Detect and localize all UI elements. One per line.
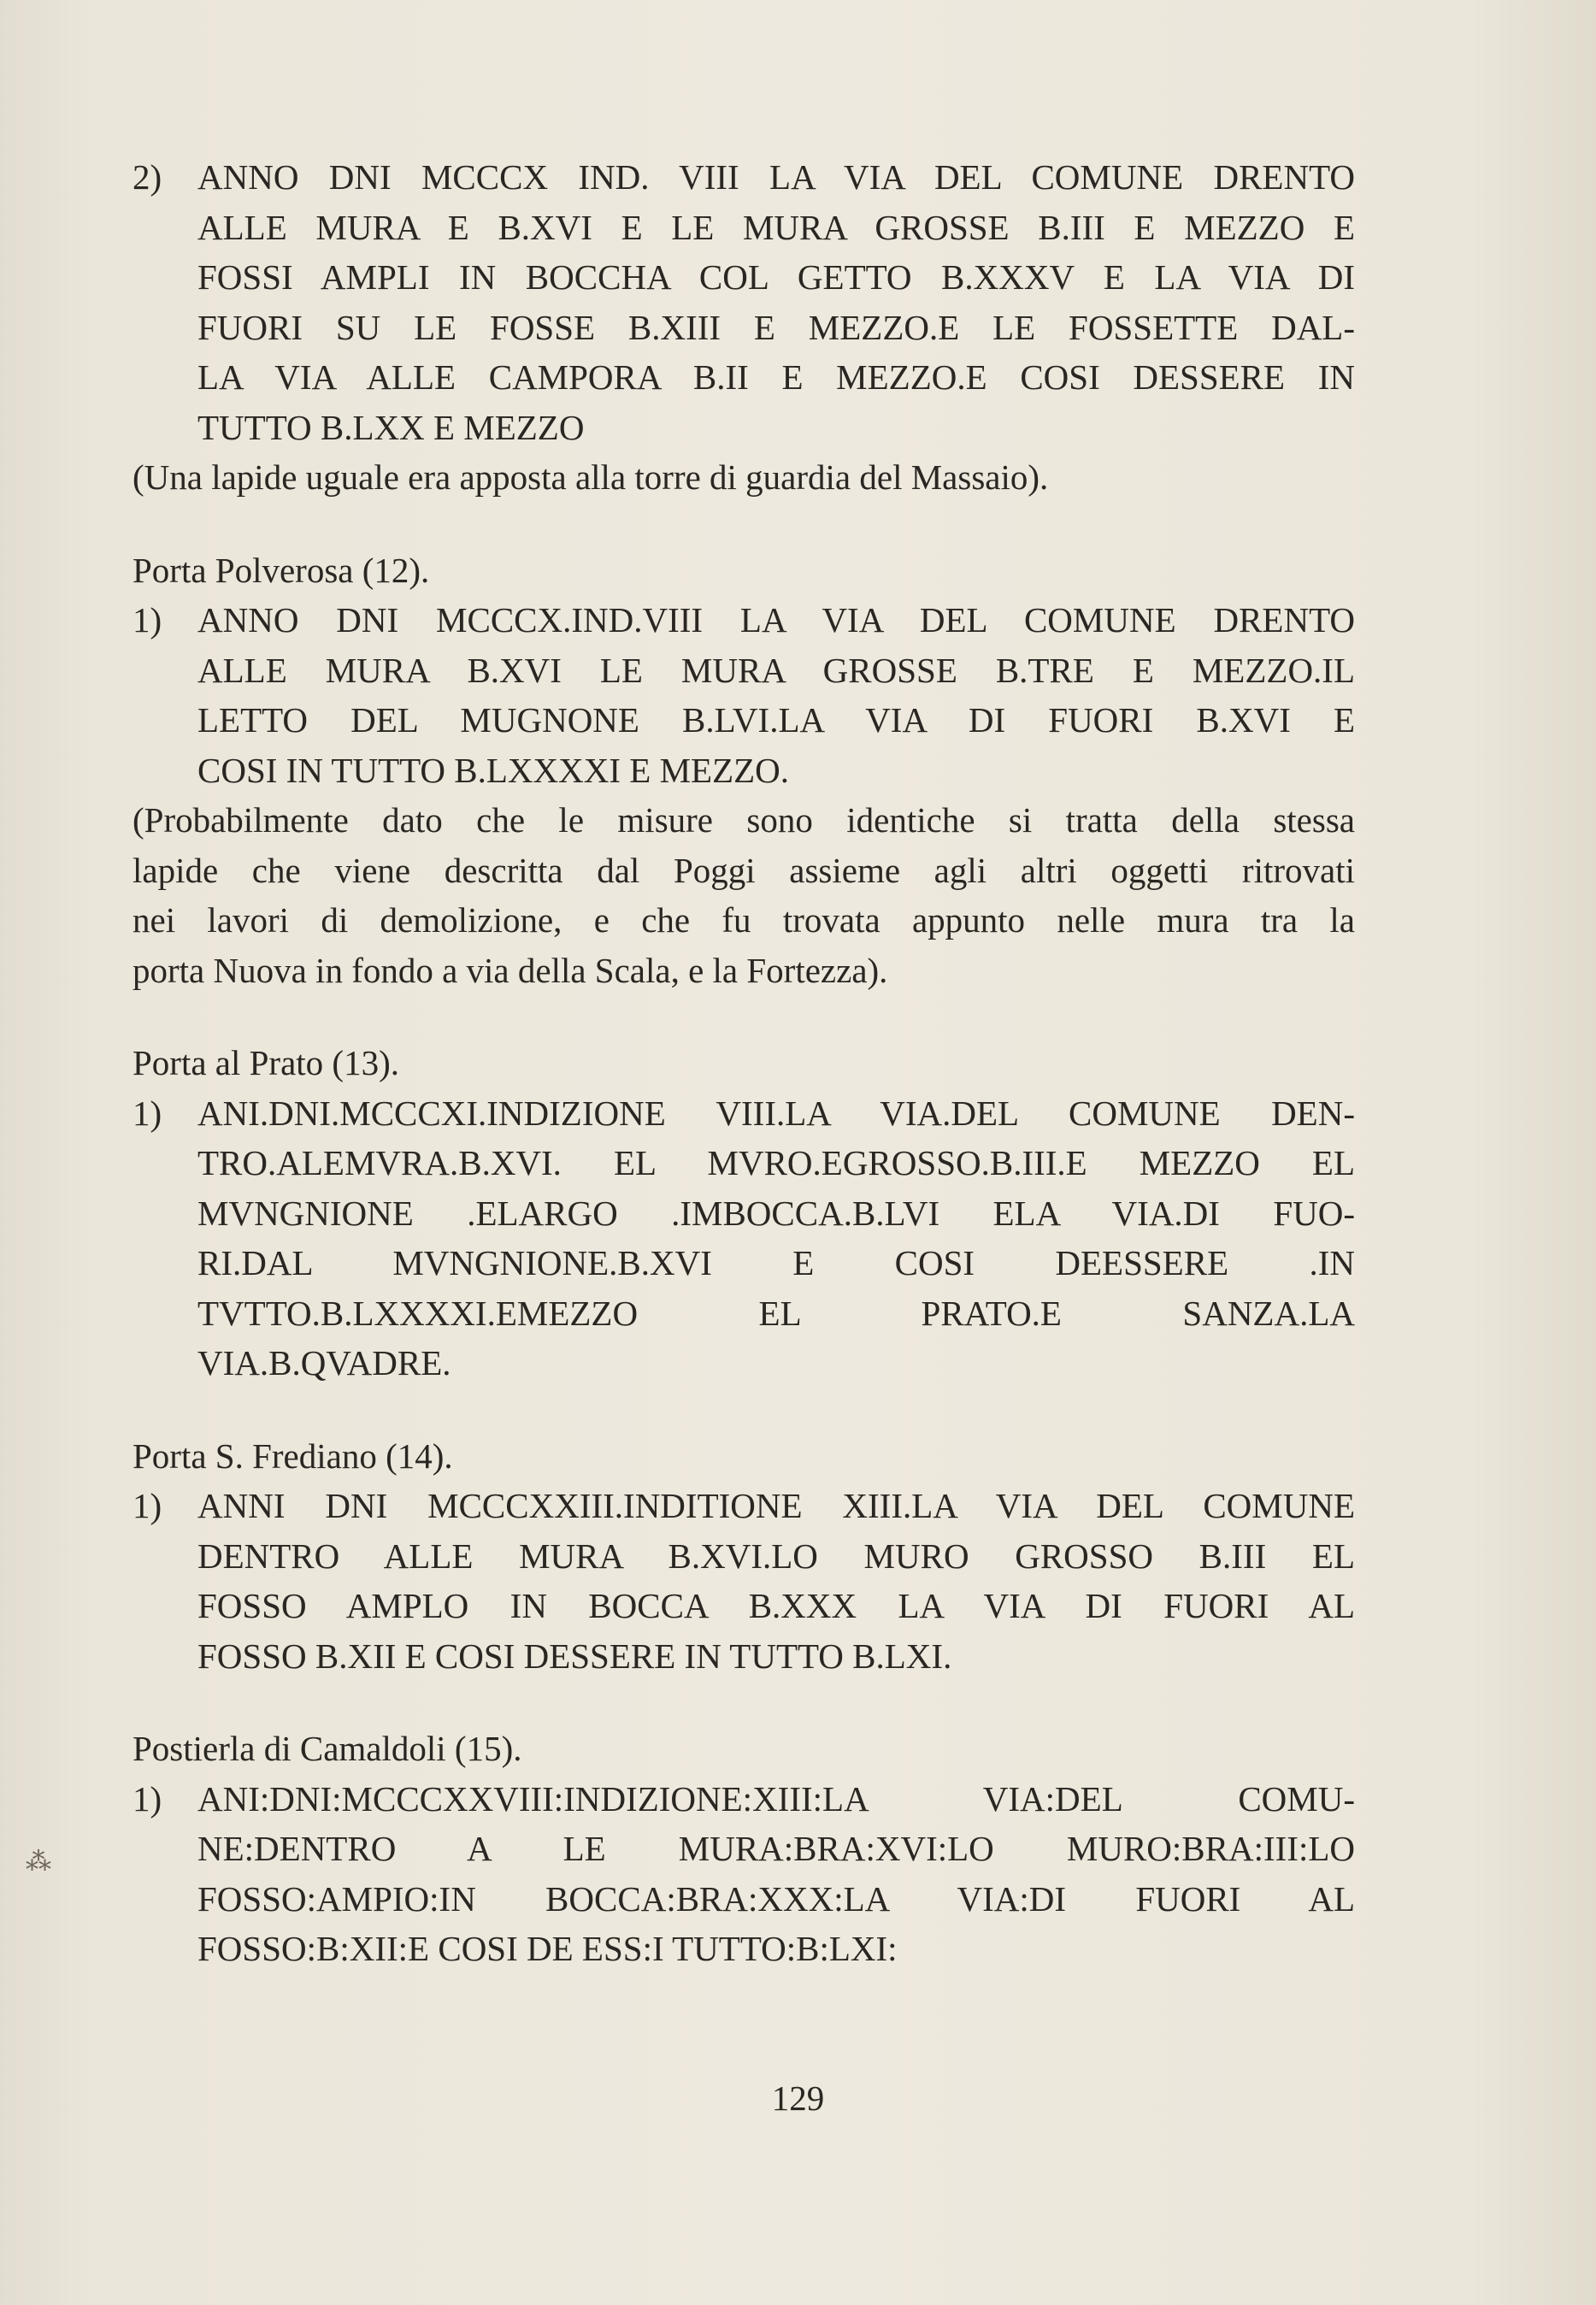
note-line: lapide che viene descritta dal Poggi assieme agli altri oggetti ritrovati: [133, 850, 1355, 890]
note-paragraph: (Una lapide uguale era apposta alla torre di guardia del Massaio).: [133, 457, 1049, 497]
inscription-line: ALLE MURA E B.XVI E LE MURA GROSSE B.III E MEZZO E: [197, 207, 1355, 247]
inscription-camaldoli: [133, 1774, 1355, 1974]
section-heading: Porta S. Frediano (14).: [133, 1435, 453, 1476]
inscription-text: [197, 152, 1355, 452]
inscription-line: RI.DAL MVNGNIONE.B.XVI E COSI DEESSERE .IN: [197, 1243, 1355, 1282]
inscription-line: FOSSI AMPLI IN BOCCHA COL GETTO B.XXXV E LA VIA DI: [197, 257, 1355, 297]
inscription-line: VIA.B.QVADRE.: [197, 1343, 451, 1382]
inscription-text: [197, 1088, 1355, 1388]
inscription-frediano: [133, 1481, 1355, 1681]
inscription-line: ANI.DNI.MCCCXI.INDIZIONE VIII.LA VIA.DEL COMUNE DEN-: [197, 1093, 1355, 1133]
section-heading: Porta al Prato (13).: [133, 1043, 399, 1082]
note-line: nei lavori di demolizione, e che fu trovata appunto nelle mura tra la: [133, 900, 1355, 940]
entry-number: 1): [133, 1778, 162, 1819]
inscription-line: FOSSO:AMPIO:IN BOCCA:BRA:XXX:LA VIA:DI FUORI AL: [197, 1878, 1355, 1919]
inscription-line: ANNO DNI MCCCX IND. VIII LA VIA DEL COMUNE DRENTO: [197, 157, 1355, 197]
inscription-line: MVNGNIONE .ELARGO .IMBOCCA.B.LVI ELA VIA.DI FUO-: [197, 1193, 1355, 1233]
inscription-line: FOSSO B.XII E COSI DESSERE IN TUTTO B.LXI.: [197, 1636, 952, 1676]
inscription-line: TUTTO B.LXX E MEZZO: [197, 407, 585, 447]
inscription-prato: [133, 1088, 1355, 1388]
entry-number: 2): [133, 157, 162, 197]
inscription-line: ALLE MURA B.XVI LE MURA GROSSE B.TRE E MEZZO.IL: [197, 650, 1355, 690]
inscription-line: TVTTO.B.LXXXXI.EMEZZO EL PRATO.E SANZA.LA: [197, 1293, 1355, 1333]
margin-mark-icon: ⁂: [26, 1848, 51, 1876]
inscription-text: [197, 1774, 1355, 1974]
inscription-line: COSI IN TUTTO B.LXXXXI E MEZZO.: [197, 750, 790, 790]
page-number: 129: [771, 2078, 825, 2118]
inscription-polverosa: [133, 595, 1355, 795]
entry-number: 1): [133, 1486, 162, 1525]
inscription-line: ANI:DNI:MCCCXXVIII:INDIZIONE:XIII:LA VIA:DEL COMU-: [197, 1778, 1355, 1819]
inscription-line: ANNO DNI MCCCX.IND.VIII LA VIA DEL COMUNE DRENTO: [197, 600, 1355, 640]
section-heading: Postierla di Camaldoli (15).: [133, 1729, 522, 1768]
note-line: (Probabilmente dato che le misure sono identiche si tratta della stessa: [133, 800, 1355, 840]
inscription-line: TRO.ALEMVRA.B.XVI. EL MVRO.EGROSSO.B.III.E MEZZO EL: [197, 1143, 1355, 1182]
page-text: [133, 152, 1355, 1974]
inscription-line: LETTO DEL MUGNONE B.LVI.LA VIA DI FUORI B.XVI E: [197, 700, 1355, 740]
inscription-line: FUORI SU LE FOSSE B.XIII E MEZZO.E LE FOSSETTE DAL-: [197, 307, 1355, 347]
note-line: porta Nuova in fondo a via della Scala, e la Fortezza).: [133, 950, 888, 990]
inscription-line: FOSSO:B:XII:E COSI DE ESS:I TUTTO:B:LXI:: [197, 1929, 898, 1968]
inscription-line: ANNI DNI MCCCXXIII.INDITIONE XIII.LA VIA DEL COMUNE: [197, 1486, 1355, 1525]
inscription-text: [197, 1481, 1355, 1681]
inscription-massaio: [133, 152, 1355, 452]
inscription-line: DENTRO ALLE MURA B.XVI.LO MURO GROSSO B.III EL: [197, 1536, 1355, 1576]
section-heading: Porta Polverosa (12).: [133, 550, 430, 590]
entry-number: 1): [133, 1093, 162, 1133]
entry-number: 1): [133, 600, 162, 640]
inscription-line: FOSSO AMPLO IN BOCCA B.XXX LA VIA DI FUORI AL: [197, 1586, 1355, 1625]
inscription-line: LA VIA ALLE CAMPORA B.II E MEZZO.E COSI DESSERE IN: [197, 357, 1355, 397]
inscription-line: NE:DENTRO A LE MURA:BRA:XVI:LO MURO:BRA:III:LO: [197, 1829, 1355, 1868]
note-paragraph: [133, 795, 1355, 995]
inscription-text: [197, 595, 1355, 795]
